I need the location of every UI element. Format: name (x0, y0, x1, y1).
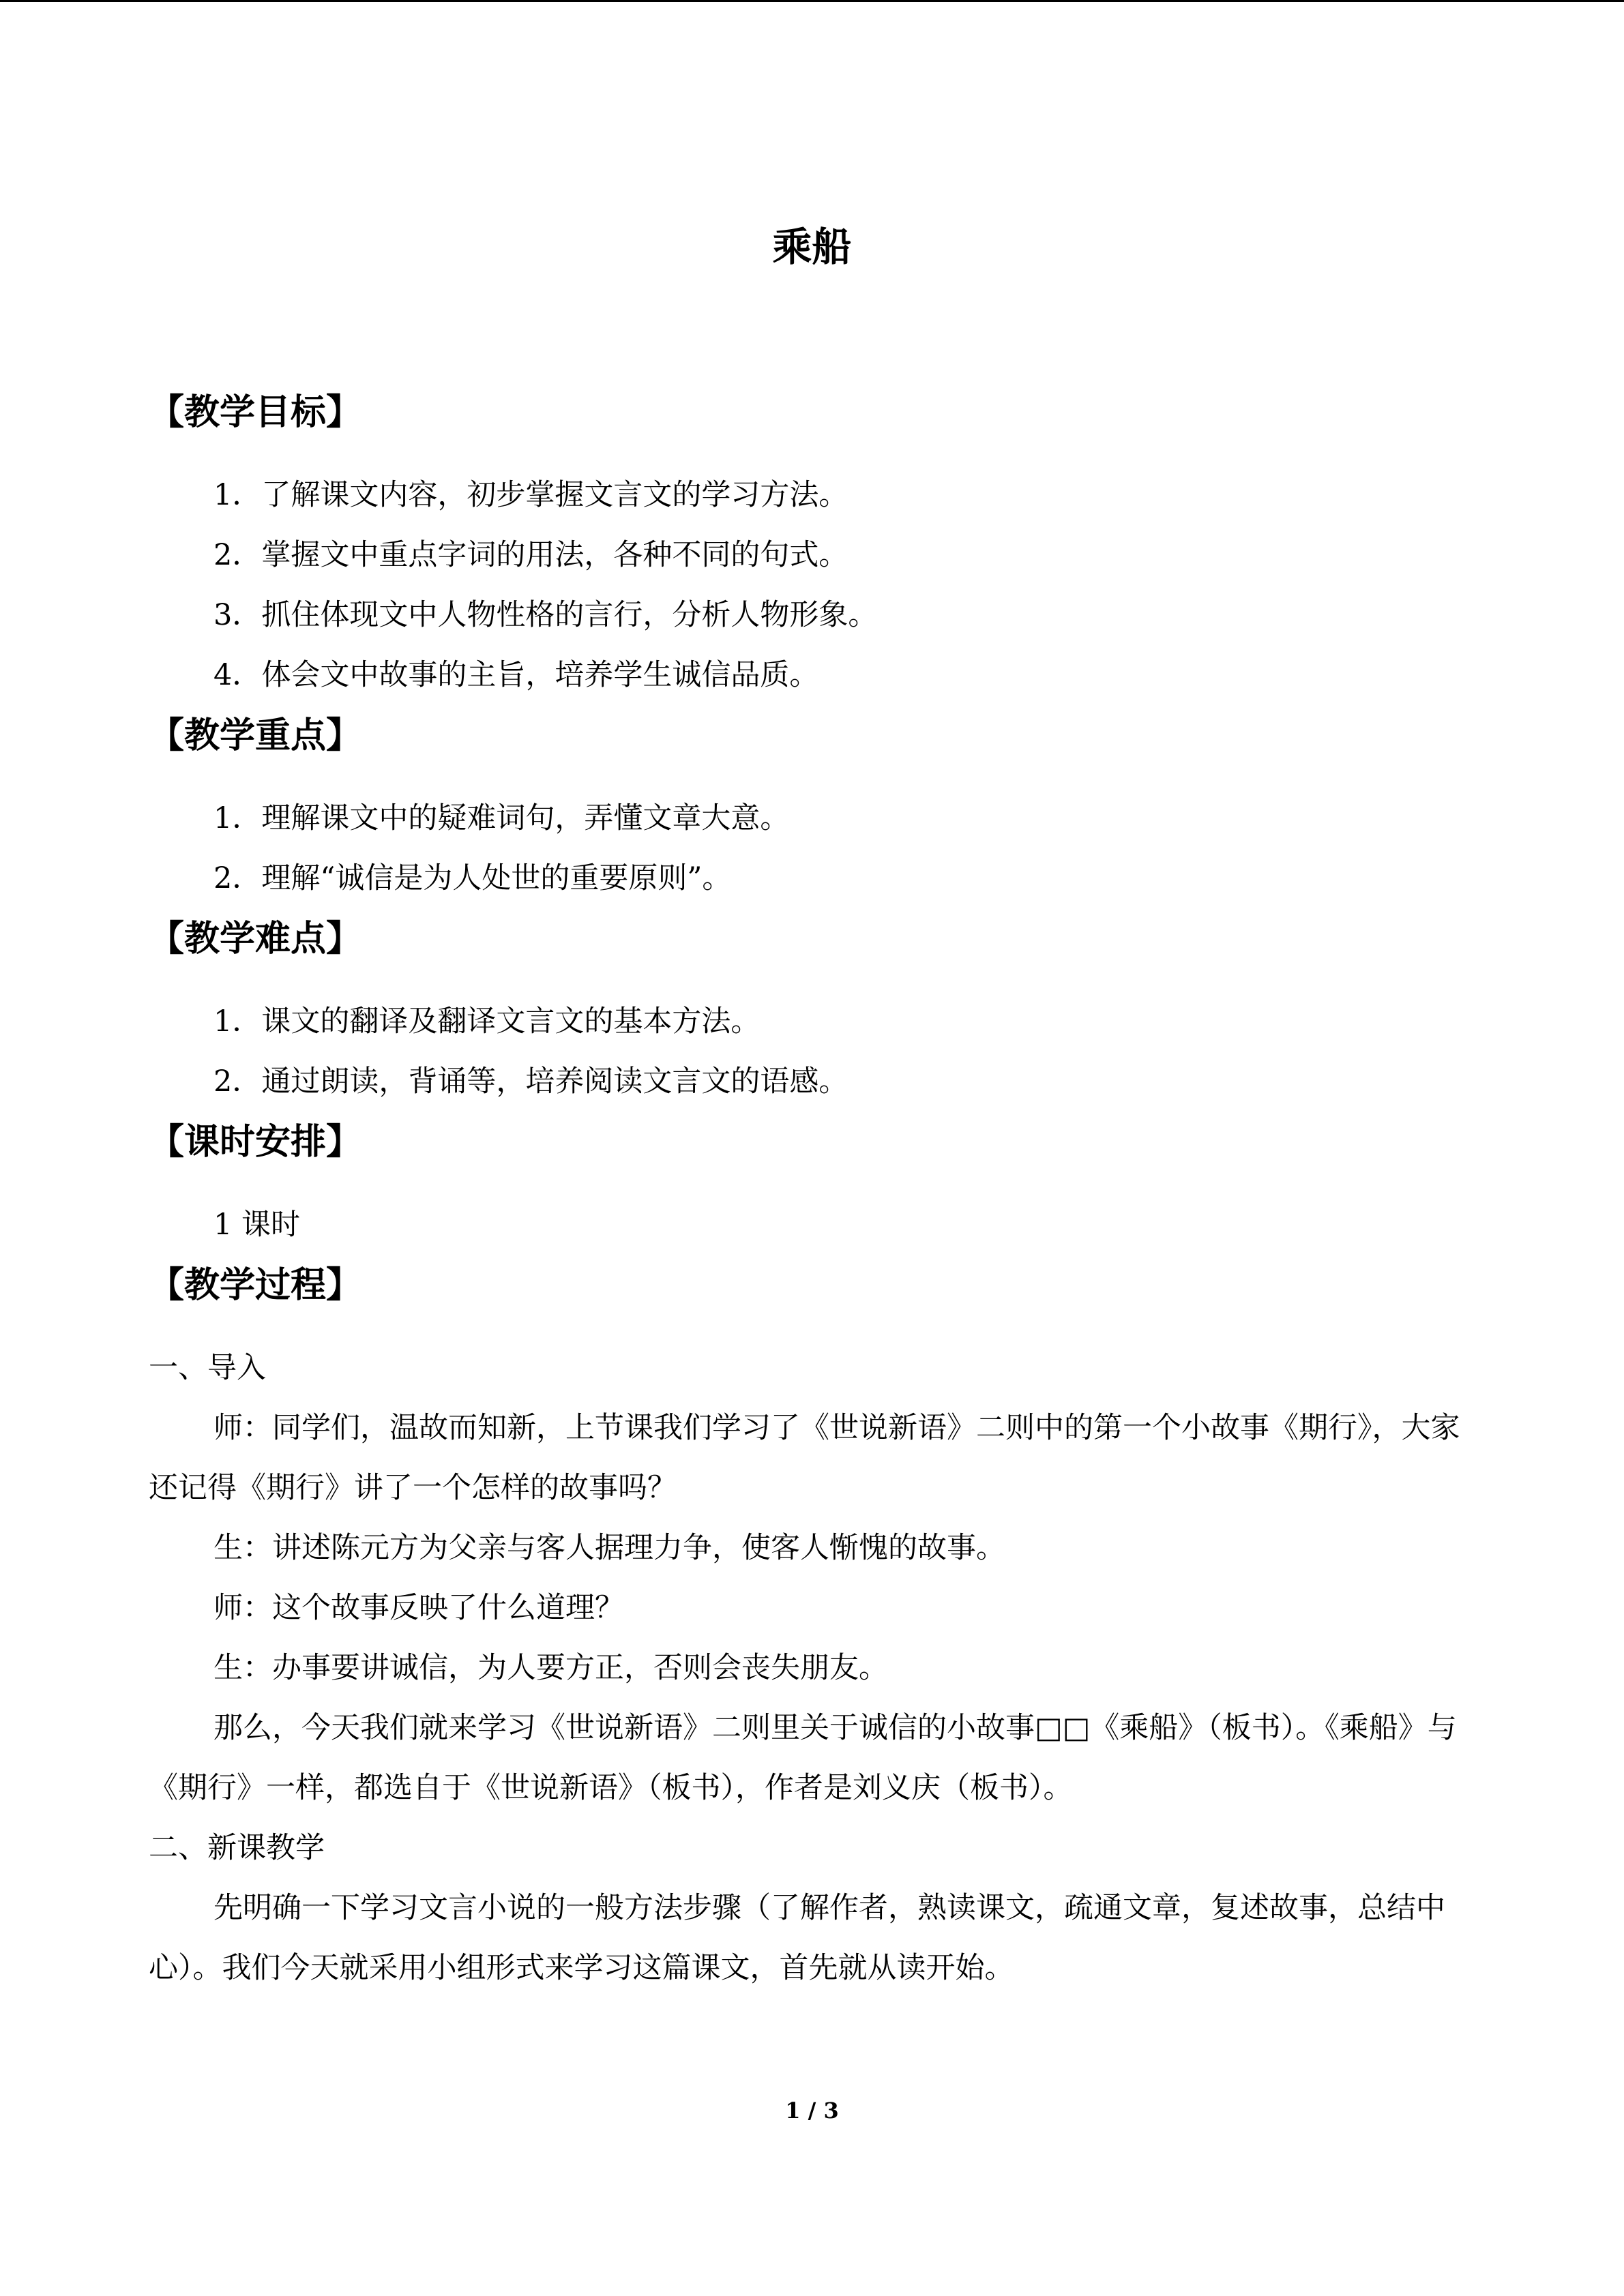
paragraph: 那么，今天我们就来学习《世说新语》二则里关于诚信的小故事□□《乘船》（板书）。《乘船》与《期行》一样，都选自于《世说新语》（板书），作者是刘义庆（板书）。 (149, 1711, 1457, 1805)
paragraph: 生：讲述陈元方为父亲与客人据理力争，使客人惭愧的故事。 (213, 1531, 1005, 1565)
paragraph: 师：这个故事反映了什么道理？ (213, 1591, 624, 1625)
objective-item: 1．了解课文内容，初步掌握文言文的学习方法。 (213, 478, 848, 512)
difficulty-item: 2．通过朗读，背诵等，培养阅读文言文的语感。 (213, 1064, 848, 1099)
key-point-item: 2．理解“诚信是为人处世的重要原则”。 (213, 861, 732, 895)
section-new-lesson-title: 二、新课教学 (149, 1831, 325, 1865)
paragraph: 先明确一下学习文言小说的一般方法步骤（了解作者，熟读课文，疏通文章，复述故事，总结中心）。我们今天就采用小组形式来学习这篇课文，首先就从读开始。 (149, 1891, 1445, 1985)
schedule-item: 1 课时 (213, 1208, 301, 1242)
difficulty-item: 1．课文的翻译及翻译文言文的基本方法。 (213, 1004, 761, 1039)
paragraph: 师：同学们，温故而知新，上节课我们学习了《世说新语》二则中的第一个小故事《期行》，大家还记得《期行》讲了一个怎样的故事吗？ (149, 1411, 1460, 1505)
objective-item: 3．抓住体现文中人物性格的言行，分析人物形象。 (213, 598, 878, 632)
heading-process: 【教学过程】 (149, 1265, 362, 1306)
objective-item: 4．体会文中故事的主旨，培养学生诚信品质。 (213, 658, 819, 692)
paragraph: 生：办事要讲诚信，为人要方正，否则会丧失朋友。 (213, 1651, 888, 1685)
heading-schedule: 【课时安排】 (149, 1122, 362, 1163)
heading-difficulties: 【教学难点】 (149, 919, 362, 959)
heading-key-points: 【教学重点】 (149, 715, 362, 756)
page-title: 乘船 (772, 224, 852, 270)
section-intro-title: 一、导入 (149, 1351, 266, 1385)
heading-objectives: 【教学目标】 (149, 392, 362, 433)
objective-item: 2．掌握文中重点字词的用法，各种不同的句式。 (213, 538, 848, 572)
top-border-line (0, 0, 1624, 2)
key-point-item: 1．理解课文中的疑难词句，弄懂文章大意。 (213, 801, 790, 835)
page-number: 1 / 3 (785, 2098, 839, 2123)
document-body (149, 382, 1462, 1998)
